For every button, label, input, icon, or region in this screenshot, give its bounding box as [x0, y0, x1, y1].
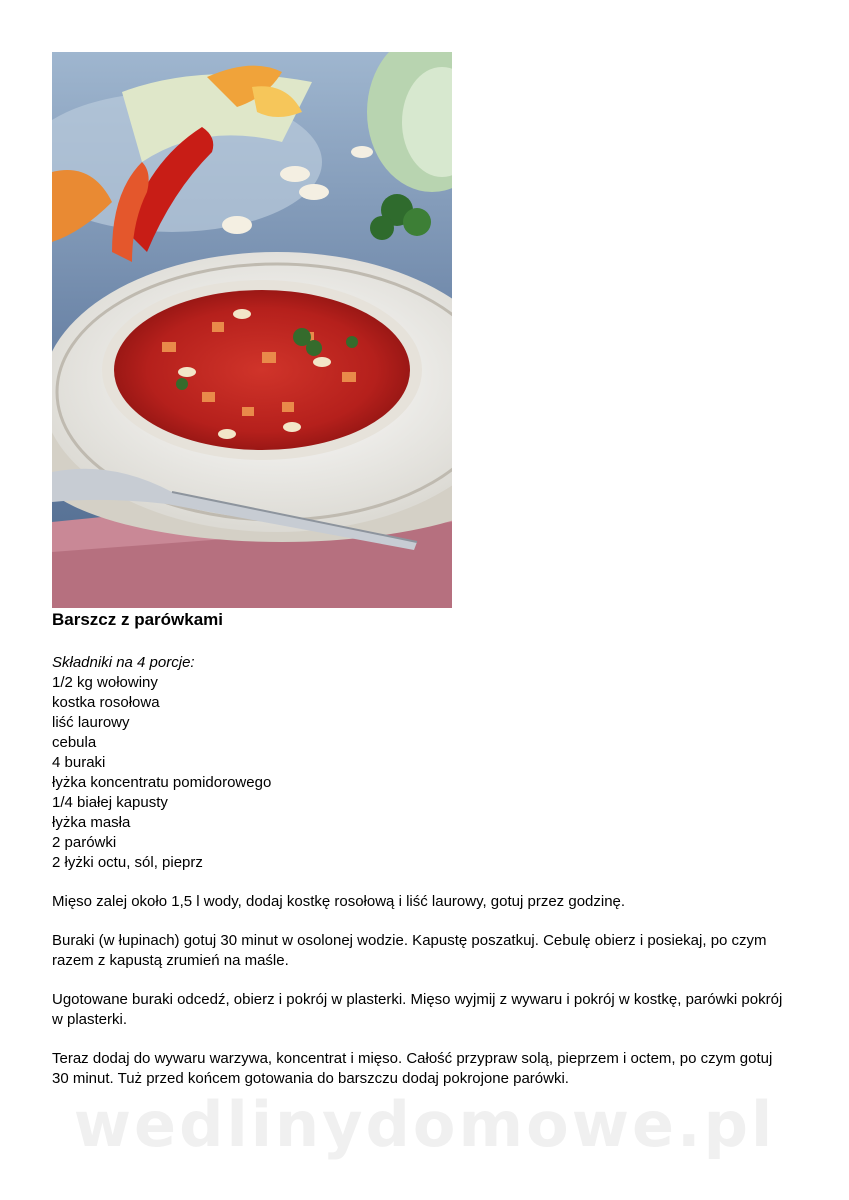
ingredient-item: 4 buraki: [52, 754, 106, 771]
ingredient-item: kostka rosołowa: [52, 694, 160, 711]
ingredients-heading: Składniki na 4 porcje:: [52, 654, 195, 671]
ingredient-item: 1/4 białej kapusty: [52, 794, 168, 811]
ingredient-item: łyżka masła: [52, 814, 131, 831]
preparation-steps: [52, 892, 792, 1108]
ingredient-item: 1/2 kg wołowiny: [52, 674, 158, 691]
recipe-title: Barszcz z parówkami: [52, 610, 224, 629]
step-paragraph: Ugotowane buraki odcedź, obierz i pokrój w plasterki. Mięso wyjmij z wywaru i pokrój w kostkę, parówki pokrój w plasterki.: [52, 991, 783, 1028]
soup-illustration: [52, 52, 452, 608]
ingredient-item: 2 łyżki octu, sól, pieprz: [52, 854, 203, 871]
ingredient-item: cebula: [52, 734, 97, 751]
recipe-photo: [52, 52, 452, 608]
site-watermark: wedlinydomowe.pl: [73, 1088, 776, 1161]
ingredients-list: [52, 673, 271, 873]
step-paragraph: Teraz dodaj do wywaru warzywa, koncentrat i mięso. Całość przypraw solą, pieprzem i octem, po czym gotuj 30 minut. Tuż przed końcem gotowania do barszczu dodaj pokrojone parówki.: [52, 1050, 773, 1087]
ingredient-item: liść laurowy: [52, 714, 130, 731]
ingredient-item: 2 parówki: [52, 834, 117, 851]
ingredient-item: łyżka koncentratu pomidorowego: [52, 774, 272, 791]
step-paragraph: Mięso zalej około 1,5 l wody, dodaj kostkę rosołową i liść laurowy, gotuj przez godzinę.: [52, 893, 626, 910]
ingredients-section: [52, 653, 271, 873]
step-paragraph: Buraki (w łupinach) gotuj 30 minut w osolonej wodzie. Kapustę poszatkuj. Cebulę obierz i posiekaj, po czym razem z kapustą zrumień na maśle.: [52, 932, 767, 969]
